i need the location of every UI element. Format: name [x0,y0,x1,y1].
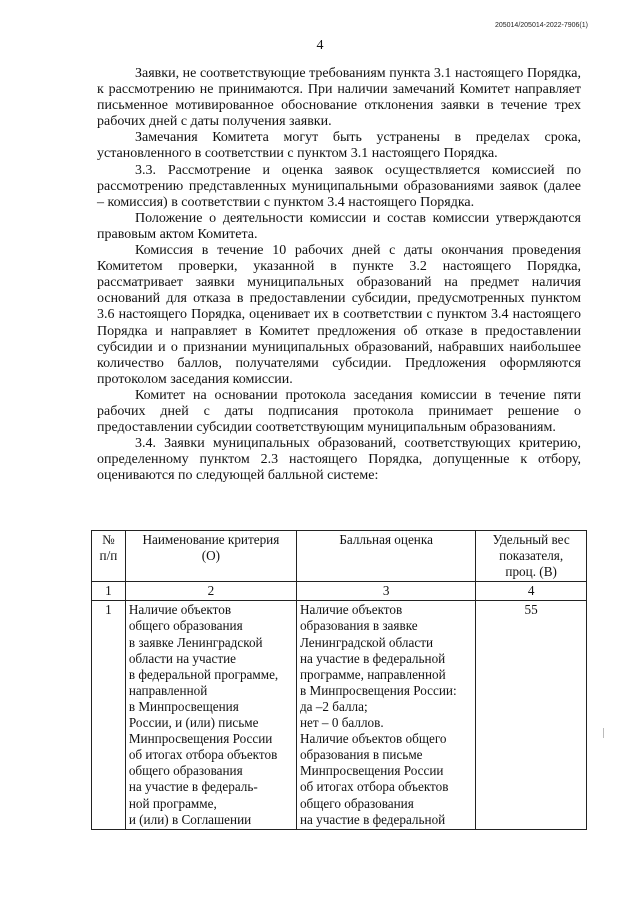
paragraph: Заявки, не соответствующие требованиям пункта 3.1 настоящего Порядка, к рассмотрению не принимаются. При наличии замечаний Комитет направляет письменное мотивированное обоснование отклонения заявки в течение трех рабочих дней с даты получения заявки. [97,66,581,130]
header-cell-number: № п/п [92,531,126,582]
header-cell-criterion: Наименование критерия (О) [125,531,296,582]
page-number: 4 [316,38,324,53]
column-number: 4 [476,582,587,601]
criteria-table [91,530,587,830]
criterion-cell: Наличие объектов общего образования в заявке Ленинградской области на участие в федеральной программе, направленной в Минпросвещения России, и (или) письме Минпросвещения России об итогах отбора объектов общего образования на участие в федераль- ной программе, и (или) в Соглашении [125,601,296,829]
paragraph: Комитет на основании протокола заседания комиссии в течение пяти рабочих дней с даты подписания протокола принимает решение о предоставлении субсидии соответствующим муниципальным образованиям. [97,387,581,436]
column-number: 1 [92,582,126,601]
table-header-row [92,531,587,582]
document-id: 205014/205014-2022-7906(1) [494,22,588,29]
column-number: 2 [125,582,296,601]
body-text [97,66,581,484]
header-cell-score: Балльная оценка [296,531,475,582]
paragraph: Комиссия в течение 10 рабочих дней с даты окончания проведения Комитетом проверки, указанной в пункте 3.2 настоящего Порядка, рассматривает заявки муниципальных образований на предмет наличия оснований для отказа в предоставлении субсидии, предусмотренных пунктом 3.6 настоящего Порядка, оценивает их в соответствии с пунктом 3.4 настоящего Порядка и направляет в Комитет предложения об отказе в предоставлении субсидии и о признании муниципальных образований, набравших наибольшее количество баллов, получателями субсидии. Предложения оформляются протоколом заседания комиссии. [97,243,581,387]
table-row [92,601,587,829]
score-cell: Наличие объектов образования в заявке Ленинградской области на участие в федеральной программе, направленной в Минпросвещения России: да –2 балла; нет – 0 баллов. Наличие объектов общего образования в письме Минпросвещения России об итогах отбора объектов общего образования на участие в федеральной [296,601,475,829]
header-cell-weight: Удельный вес показателя, проц. (В) [476,531,587,582]
row-number: 1 [92,601,126,829]
column-number-row [92,582,587,601]
scan-mark [603,728,604,738]
column-number: 3 [296,582,475,601]
paragraph: 3.3. Рассмотрение и оценка заявок осуществляется комиссией по рассмотрению представленных муниципальными образованиями заявок (далее – комиссия) в соответствии с пунктом 3.4 настоящего Порядка. [97,162,581,210]
weight-cell: 55 [476,601,587,829]
paragraph: 3.4. Заявки муниципальных образований, соответствующих критерию, определенному пунктом 2.3 настоящего Порядка, допущенные к отбору, оцениваются по следующей балльной системе: [97,436,581,484]
paragraph: Замечания Комитета могут быть устранены в пределах срока, установленного в соответствии с пунктом 3.1 настоящего Порядка. [97,130,581,162]
paragraph: Положение о деятельности комиссии и состав комиссии утверждаются правовым актом Комитета. [97,210,581,242]
